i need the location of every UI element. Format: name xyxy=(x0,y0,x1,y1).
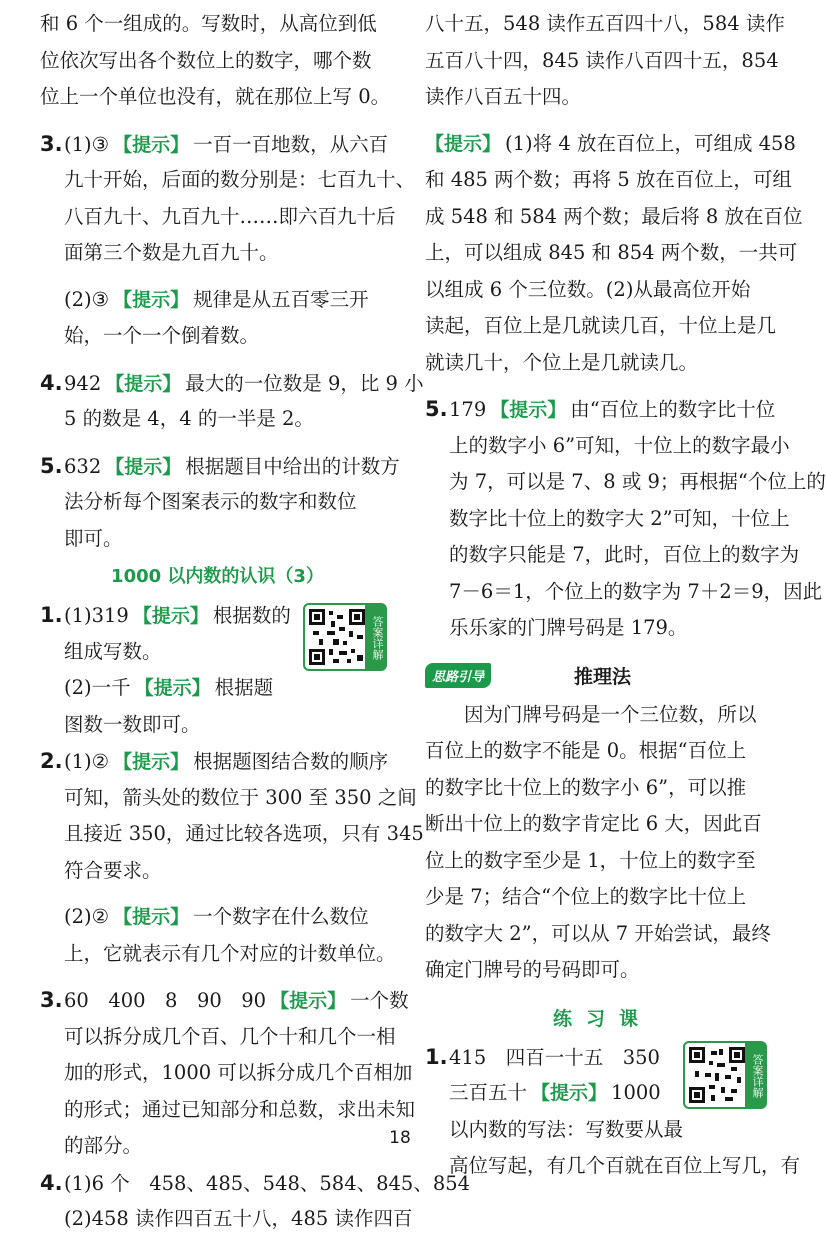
right-column xyxy=(425,0,826,1185)
qr-code-icon[interactable] xyxy=(303,603,387,671)
answer-s2-line xyxy=(40,743,395,780)
answer-s2-2-line xyxy=(40,899,395,936)
text-line: 5 的数是 4，4 的一半是 2。 xyxy=(64,407,314,430)
thinking-guide-badge: 思路引导 xyxy=(425,663,491,688)
text-line: 始，一个一个倒着数。 xyxy=(64,324,260,347)
text-line: 上的数字小 6”可知，十位上的数字最小 xyxy=(449,433,790,457)
hint-label: 【提示】 xyxy=(105,372,182,395)
text-line: 确定门牌号的号码即可。 xyxy=(425,958,640,981)
text-line: 的数字比十位上的数字小 6”，可以推 xyxy=(425,775,747,799)
hint-line xyxy=(425,126,796,163)
answer-3-line xyxy=(40,126,395,163)
lesson-title: 练习课 xyxy=(552,1007,652,1030)
question-number: 4. xyxy=(40,1170,63,1195)
text-line: (2)458 读作四百五十八，485 读作四百 xyxy=(64,1207,413,1230)
text-line: 根据题目中给出的计数方 xyxy=(185,454,400,478)
method-header xyxy=(425,657,780,697)
text-line: 组成写数。 xyxy=(64,639,162,663)
answer-value: (1)③ xyxy=(64,132,110,156)
qr-pattern xyxy=(309,609,365,665)
text-line: 就读几十，个位上是几就读几。 xyxy=(425,350,699,374)
question-number: 3. xyxy=(40,988,63,1012)
answer-s4-line xyxy=(40,1165,471,1202)
question-number: 1. xyxy=(425,1044,448,1069)
hint-label: 【提示】 xyxy=(134,677,211,699)
text-line: 断出十位上的数字肯定比 6 大，因此百 xyxy=(425,812,762,835)
hint-label: 【提示】 xyxy=(105,455,182,478)
text-line: 加的形式，1000 可以拆分成几个百相加 xyxy=(64,1061,413,1084)
text-line: 一个数字在什么数位 xyxy=(193,905,369,928)
answer-s1-2-line xyxy=(40,670,395,707)
text-line: 八百九十、九百九十……即六百九十后 xyxy=(64,204,396,228)
answer-value: 60 400 8 90 90 xyxy=(64,989,267,1012)
text-line: 乐乐家的门牌号码是 179。 xyxy=(449,616,688,639)
text-line: 上，它就表示有几个对应的计数单位。 xyxy=(64,941,396,965)
text-line: (1)6 个 458、485、548、584、845、854 xyxy=(64,1171,471,1195)
hint-label: 【提示】 xyxy=(270,990,347,1012)
hint-label: 【提示】 xyxy=(531,1082,608,1104)
text-line: 根据数的 xyxy=(212,604,291,627)
text-line: 根据题图结合数的顺序 xyxy=(193,750,389,773)
text-line: 的形式；通过已知部分和总数，求出未知 xyxy=(64,1097,416,1121)
answer-4-line xyxy=(40,365,424,402)
page-number: 18 xyxy=(389,1128,411,1148)
text-line: 成 548 和 584 两个数；最后将 8 放在百位 xyxy=(425,204,803,228)
text-line: 以组成 6 个三位数。(2)从最高位开始 xyxy=(425,277,751,301)
text-line: 即可。 xyxy=(64,526,123,550)
answer-value: 三百五十 xyxy=(449,1081,528,1104)
text-line: 和 485 两个数；再将 5 放在百位上，可组 xyxy=(425,168,792,191)
hint-label: 【提示】 xyxy=(113,133,190,156)
text-line: 读起，百位上是几就读几百，十位上是几 xyxy=(425,314,777,337)
question-number: 5. xyxy=(40,453,63,478)
question-number: 2. xyxy=(40,749,63,773)
text-line: 的数字大 2”，可以从 7 开始尝试，最终 xyxy=(425,921,771,945)
hint-label: 【提示】 xyxy=(425,132,502,155)
hint-label: 【提示】 xyxy=(113,906,190,928)
text-line: 为 7，可以是 7、8 或 9；再根据“个位上的 xyxy=(449,470,826,493)
text-line: 符合要求。 xyxy=(64,858,162,882)
qr-code-icon[interactable] xyxy=(683,1041,767,1109)
text-line: 可知，箭头处的数位于 300 至 350 之间 xyxy=(64,785,417,809)
text-line: 7－6＝1，个位上的数字为 7＋2＝9，因此 xyxy=(449,579,823,603)
answer-value: (1)② xyxy=(64,750,110,773)
answer-value: 179 xyxy=(449,398,487,421)
text-line: 位依次写出各个数位上的数字，哪个数 xyxy=(40,48,372,72)
text-line: 最大的一位数是 9，比 9 小 xyxy=(185,371,424,395)
text-line: 数字比十位上的数字大 2”可知，十位上 xyxy=(449,506,790,530)
answer-value: (2)一千 xyxy=(64,676,131,699)
text-line: (1)将 4 放在百位上，可组成 458 xyxy=(505,131,796,155)
text-line: 百位上的数字不能是 0。根据“百位上 xyxy=(425,739,747,762)
qr-label: 答案详解 xyxy=(745,1043,765,1107)
answer-s3-line xyxy=(40,982,409,1019)
text-line: 且接近 350，通过比较各选项，只有 345 xyxy=(64,822,424,845)
text-line: 读作八百五十四。 xyxy=(425,85,582,108)
question-number: 3. xyxy=(40,131,63,156)
text-line: 上，可以组成 845 和 854 两个数，一共可 xyxy=(425,241,798,264)
text-line: 高位写起，有几个百就在百位上写几，有 xyxy=(449,1154,801,1177)
answer-value: 632 xyxy=(64,454,102,478)
section-title: 1000 以内数的认识（3） xyxy=(111,566,324,587)
text-line: 因为门牌号码是一个三位数，所以 xyxy=(425,702,757,726)
method-title: 推理法 xyxy=(573,665,631,688)
text-line: 位上一个单位也没有，就在那位上写 0。 xyxy=(40,85,391,108)
text-line: 图数一数即可。 xyxy=(64,712,201,736)
hint-label: 【提示】 xyxy=(132,605,209,627)
hint-label: 【提示】 xyxy=(113,751,190,773)
text-line: 由“百位上的数字比十位 xyxy=(570,398,776,421)
text-line: 位上的数字至少是 1，十位上的数字至 xyxy=(425,848,756,872)
answer-value: (1)319 xyxy=(64,604,129,627)
text-line: 少是 7；结合“个位上的数字比十位上 xyxy=(425,885,747,908)
answer-value: (2)③ xyxy=(64,287,110,311)
text-line: 规律是从五百零三开 xyxy=(193,287,369,311)
hint-label: 【提示】 xyxy=(490,399,567,421)
question-number: 4. xyxy=(40,370,63,395)
text-line: 和 6 个一组成的。写数时，从高位到低 xyxy=(40,12,377,35)
text-line: 九十开始，后面的数分别是：七百九十、 xyxy=(64,168,416,191)
answer-value: 942 xyxy=(64,371,102,395)
question-number: 1. xyxy=(40,603,63,627)
text-line: 以内数的写法：写数要从最 xyxy=(449,1117,684,1141)
text-line: 一个数 xyxy=(350,989,409,1012)
text-line: 的部分。 xyxy=(64,1134,143,1157)
text-line: 八十五，548 读作五百四十八，584 读作 xyxy=(425,12,785,35)
answer-value: (2)② xyxy=(64,905,110,928)
text-line: 415 四百一十五 350 xyxy=(449,1045,660,1069)
text-line: 可以拆分成几个百、几个十和几个一相 xyxy=(64,1024,396,1048)
text-line: 五百八十四，845 读作八百四十五，854 xyxy=(425,48,779,72)
qr-pattern xyxy=(689,1047,745,1103)
question-number: 5. xyxy=(425,397,448,421)
text-line: 1000 xyxy=(611,1081,661,1104)
qr-label: 答案详解 xyxy=(365,605,385,669)
text-line: 面第三个数是九百九十。 xyxy=(64,241,279,264)
text-line: 根据题 xyxy=(214,676,274,699)
text-line: 的数字只能是 7，此时，百位上的数字为 xyxy=(449,543,800,566)
text-line: 一百一百地数，从六百 xyxy=(193,132,389,156)
text-line: 法分析每个图案表示的数字和数位 xyxy=(64,490,357,513)
answer-5-line xyxy=(40,448,400,485)
hint-label: 【提示】 xyxy=(113,288,190,311)
answer-3-2-line xyxy=(40,282,395,319)
answer-5-line xyxy=(425,391,780,428)
